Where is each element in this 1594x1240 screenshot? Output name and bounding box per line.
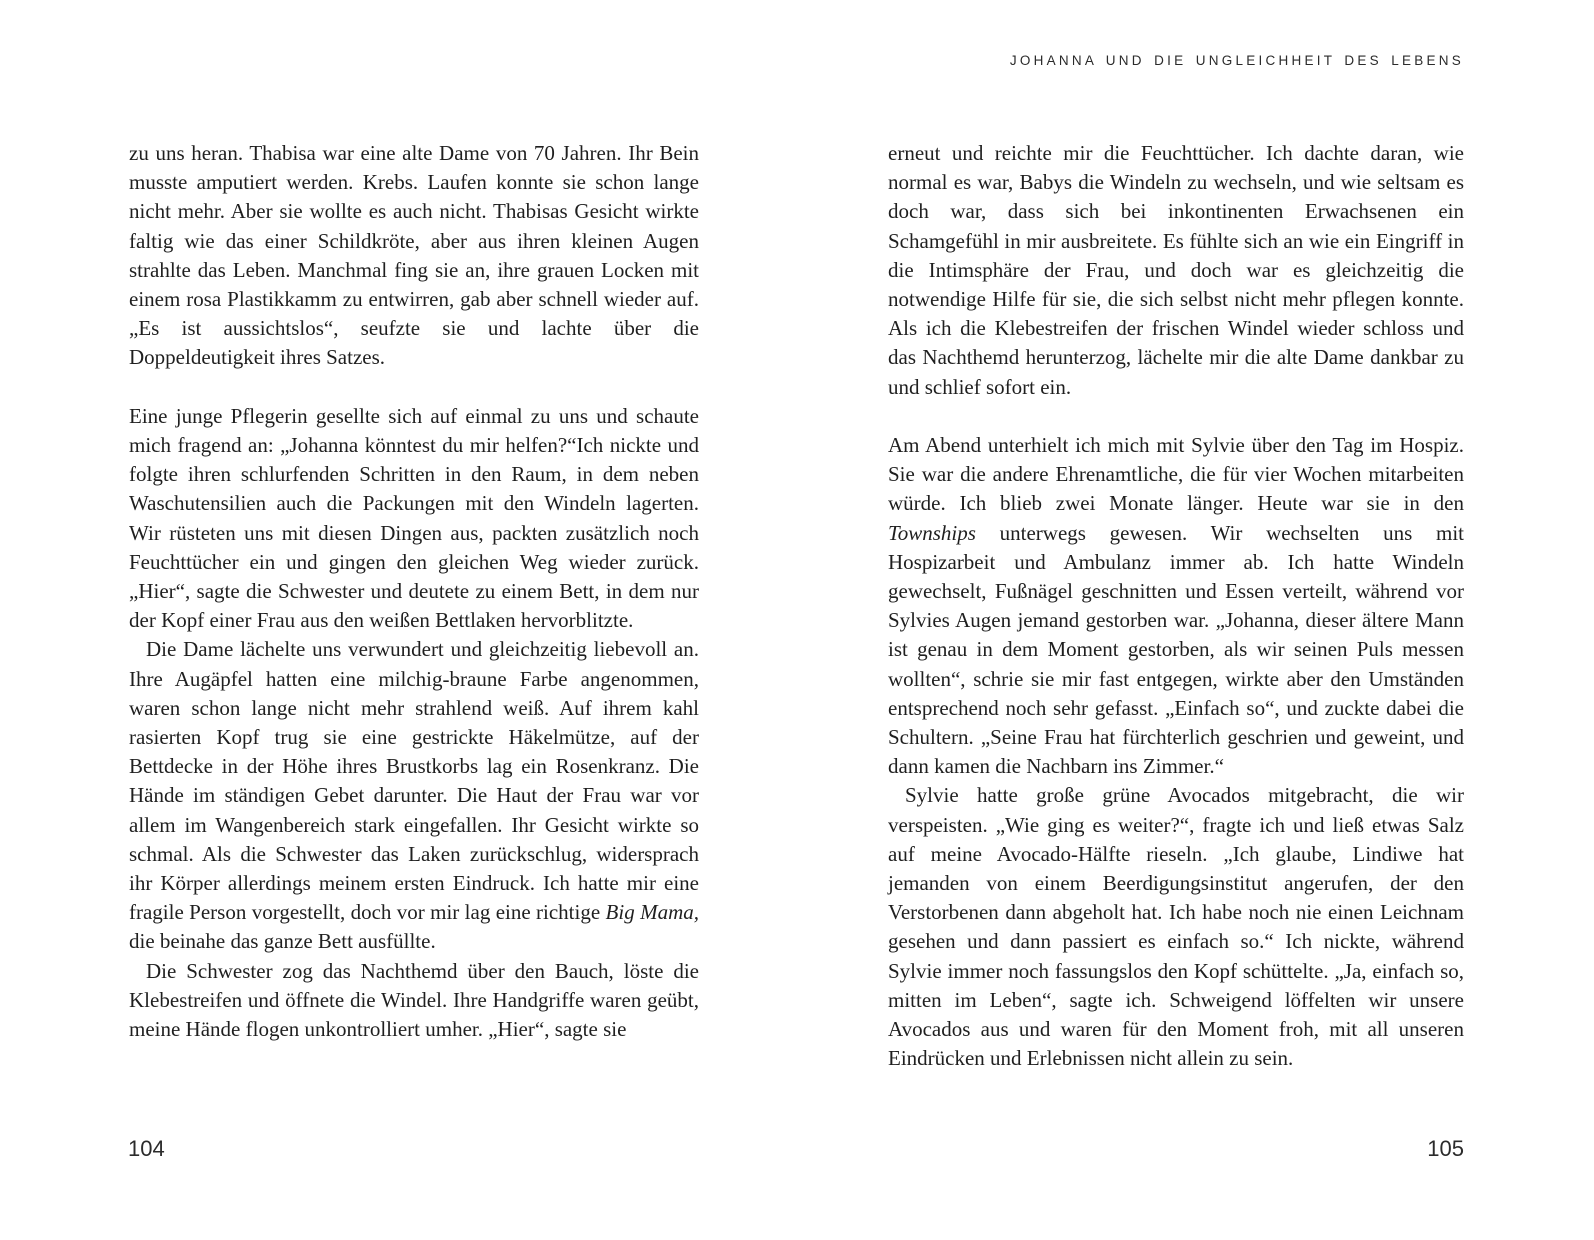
left-page-number: 104 xyxy=(128,1136,165,1161)
text-segment: Eine junge Pflegerin gesellte sich auf einmal zu uns und schaute mich fragend an: „Johanna könntest du mir helfen?“Ich nickte und folgte ihren schlurfenden Schritten in den Raum, in dem neben Waschutensilien auch die Packungen mit den Windeln lagerten. Wir rüsteten uns mit diesen Dingen aus, packten zusätzlich noch Feuchttücher ein und gingen den gleichen Weg wieder zurück. „Hier“, sagte die Schwester und deutete zu einem Bett, in dem nur der Kopf einer Frau aus den weißen Bettlaken hervorblitzte. xyxy=(129,403,699,633)
text-segment: Am Abend unterhielt ich mich mit Sylvie über den Tag im Hospiz. Sie war die andere Ehrenamtliche, die für vier Wochen mitarbeiten würde. Ich blieb zwei Monate länger. Heute war sie in den xyxy=(888,433,1464,516)
running-head: JOHANNA UND DIE UNGLEICHHEIT DES LEBENS xyxy=(1009,53,1464,68)
paragraph xyxy=(129,402,699,636)
text-segment: erneut und reichte mir die Feuchttücher. Ich dachte daran, wie normal es war, Babys die Windeln zu wechseln, und wie seltsam es doch war, dass sich bei inkontinenten Erwachsenen ein Schamgefühl in mir ausbreitete. Es fühlte sich an wie ein Eingriff in die Intimsphäre der Frau, und doch war es gleichzeitig die notwendige Hilfe für sie, die sich selbst nicht mehr pflegen konnte. Als ich die Klebestreifen der frischen Windel wieder schloss und das Nachthemd herunterzog, lächelte mir die alte Dame dankbar zu und schlief sofort ein. xyxy=(888,141,1464,399)
italic-text-segment: Big Mama, xyxy=(605,900,699,925)
paragraph xyxy=(888,781,1464,1073)
text-segment: Sylvie hatte große grüne Avocados mitgebracht, die wir verspeisten. „Wie ging es weiter?“, fragte ich und ließ etwas Salz auf meine Avocado-Hälfte rieseln. „Ich glaube, Lindiwe hat jemanden von einem Beerdigungsinstitut angerufen, der den Verstorbenen dann abgeholt hat. Ich habe noch nie einen Leichnam gesehen und dann passiert es einfach so.“ Ich nickte, während Sylvie immer noch fassungslos den Kopf schüttelte. „Ja, einfach so, mitten im Leben“, sagte ich. Schweigend löffelten wir unsere Avocados aus und waren für den Moment froh, mit all unseren Eindrücken und Erlebnissen nicht allein zu sein. xyxy=(888,783,1464,1071)
paragraph xyxy=(129,139,699,373)
right-page-number: 105 xyxy=(1427,1136,1464,1161)
italic-text-segment: Townships xyxy=(888,520,976,545)
paragraph xyxy=(129,957,699,1045)
paragraph xyxy=(129,635,699,956)
right-page-text xyxy=(888,139,1464,1073)
text-segment: Die Schwester zog das Nachthemd über den Bauch, löste die Klebestreifen und öffnete die Windel. Ihre Handgriffe waren geübt, meine Hände flogen unkontrolliert umher. „Hier“, sagte sie xyxy=(129,958,699,1042)
text-segment: Die Dame lächelte uns verwundert und gleichzeitig liebevoll an. Ihre Augäpfel hatten eine milchig-braune Farbe angenommen, waren schon lange nicht mehr strahlend weiß. Auf ihrem kahl rasierten Kopf trug sie eine gestrickte Häkelmütze, auf der Bettdecke in der Höhe ihres Brustkorbs lag ein Rosenkranz. Die Hände im ständigen Gebet darunter. Die Haut der Frau war vor allem im Wangenbereich stark eingefallen. Ihr Gesicht wirkte so schmal. Als die Schwester das Laken zurückschlug, widersprach ihr Körper allerdings meinem ersten Eindruck. Ich hatte mir eine fragile Person vorgestellt, doch vor mir lag eine richtige xyxy=(129,637,699,925)
text-segment: die beinahe das ganze Bett ausfüllte. xyxy=(129,929,436,954)
left-page-text xyxy=(129,139,699,1044)
text-segment: zu uns heran. Thabisa war eine alte Dame von 70 Jahren. Ihr Bein musste amputiert werden. Krebs. Laufen konnte sie schon lange nicht mehr. Aber sie wollte es auch nicht. Thabisas Gesicht wirkte faltig wie das einer Schildkröte, aber aus ihren kleinen Augen strahlte das Leben. Manchmal fing sie an, ihre grauen Locken mit einem rosa Plastikkamm zu entwirren, gab aber schnell wieder auf. „Es ist aussichtslos“, seufzte sie und lachte über die Doppeldeutigkeit ihres Satzes. xyxy=(129,141,699,370)
paragraph xyxy=(888,431,1464,781)
paragraph xyxy=(888,139,1464,402)
text-segment: unterwegs gewesen. Wir wechselten uns mit Hospizarbeit und Ambulanz immer ab. Ich hatte Windeln gewechselt, Fußnägel geschnitten und Essen verteilt, während vor Sylvies Augen jemand gestorben war. „Johanna, dieser ältere Mann ist genau in dem Moment gestorben, als wir seinen Puls messen wollten“, schrie sie mir fast entgegen, wirkte aber den Umständen entsprechend noch sehr gefasst. „Einfach so“, und zuckte dabei die Schultern. „Seine Frau hat fürchterlich geschrien und geweint, und dann kamen die Nachbarn ins Zimmer.“ xyxy=(888,520,1464,779)
